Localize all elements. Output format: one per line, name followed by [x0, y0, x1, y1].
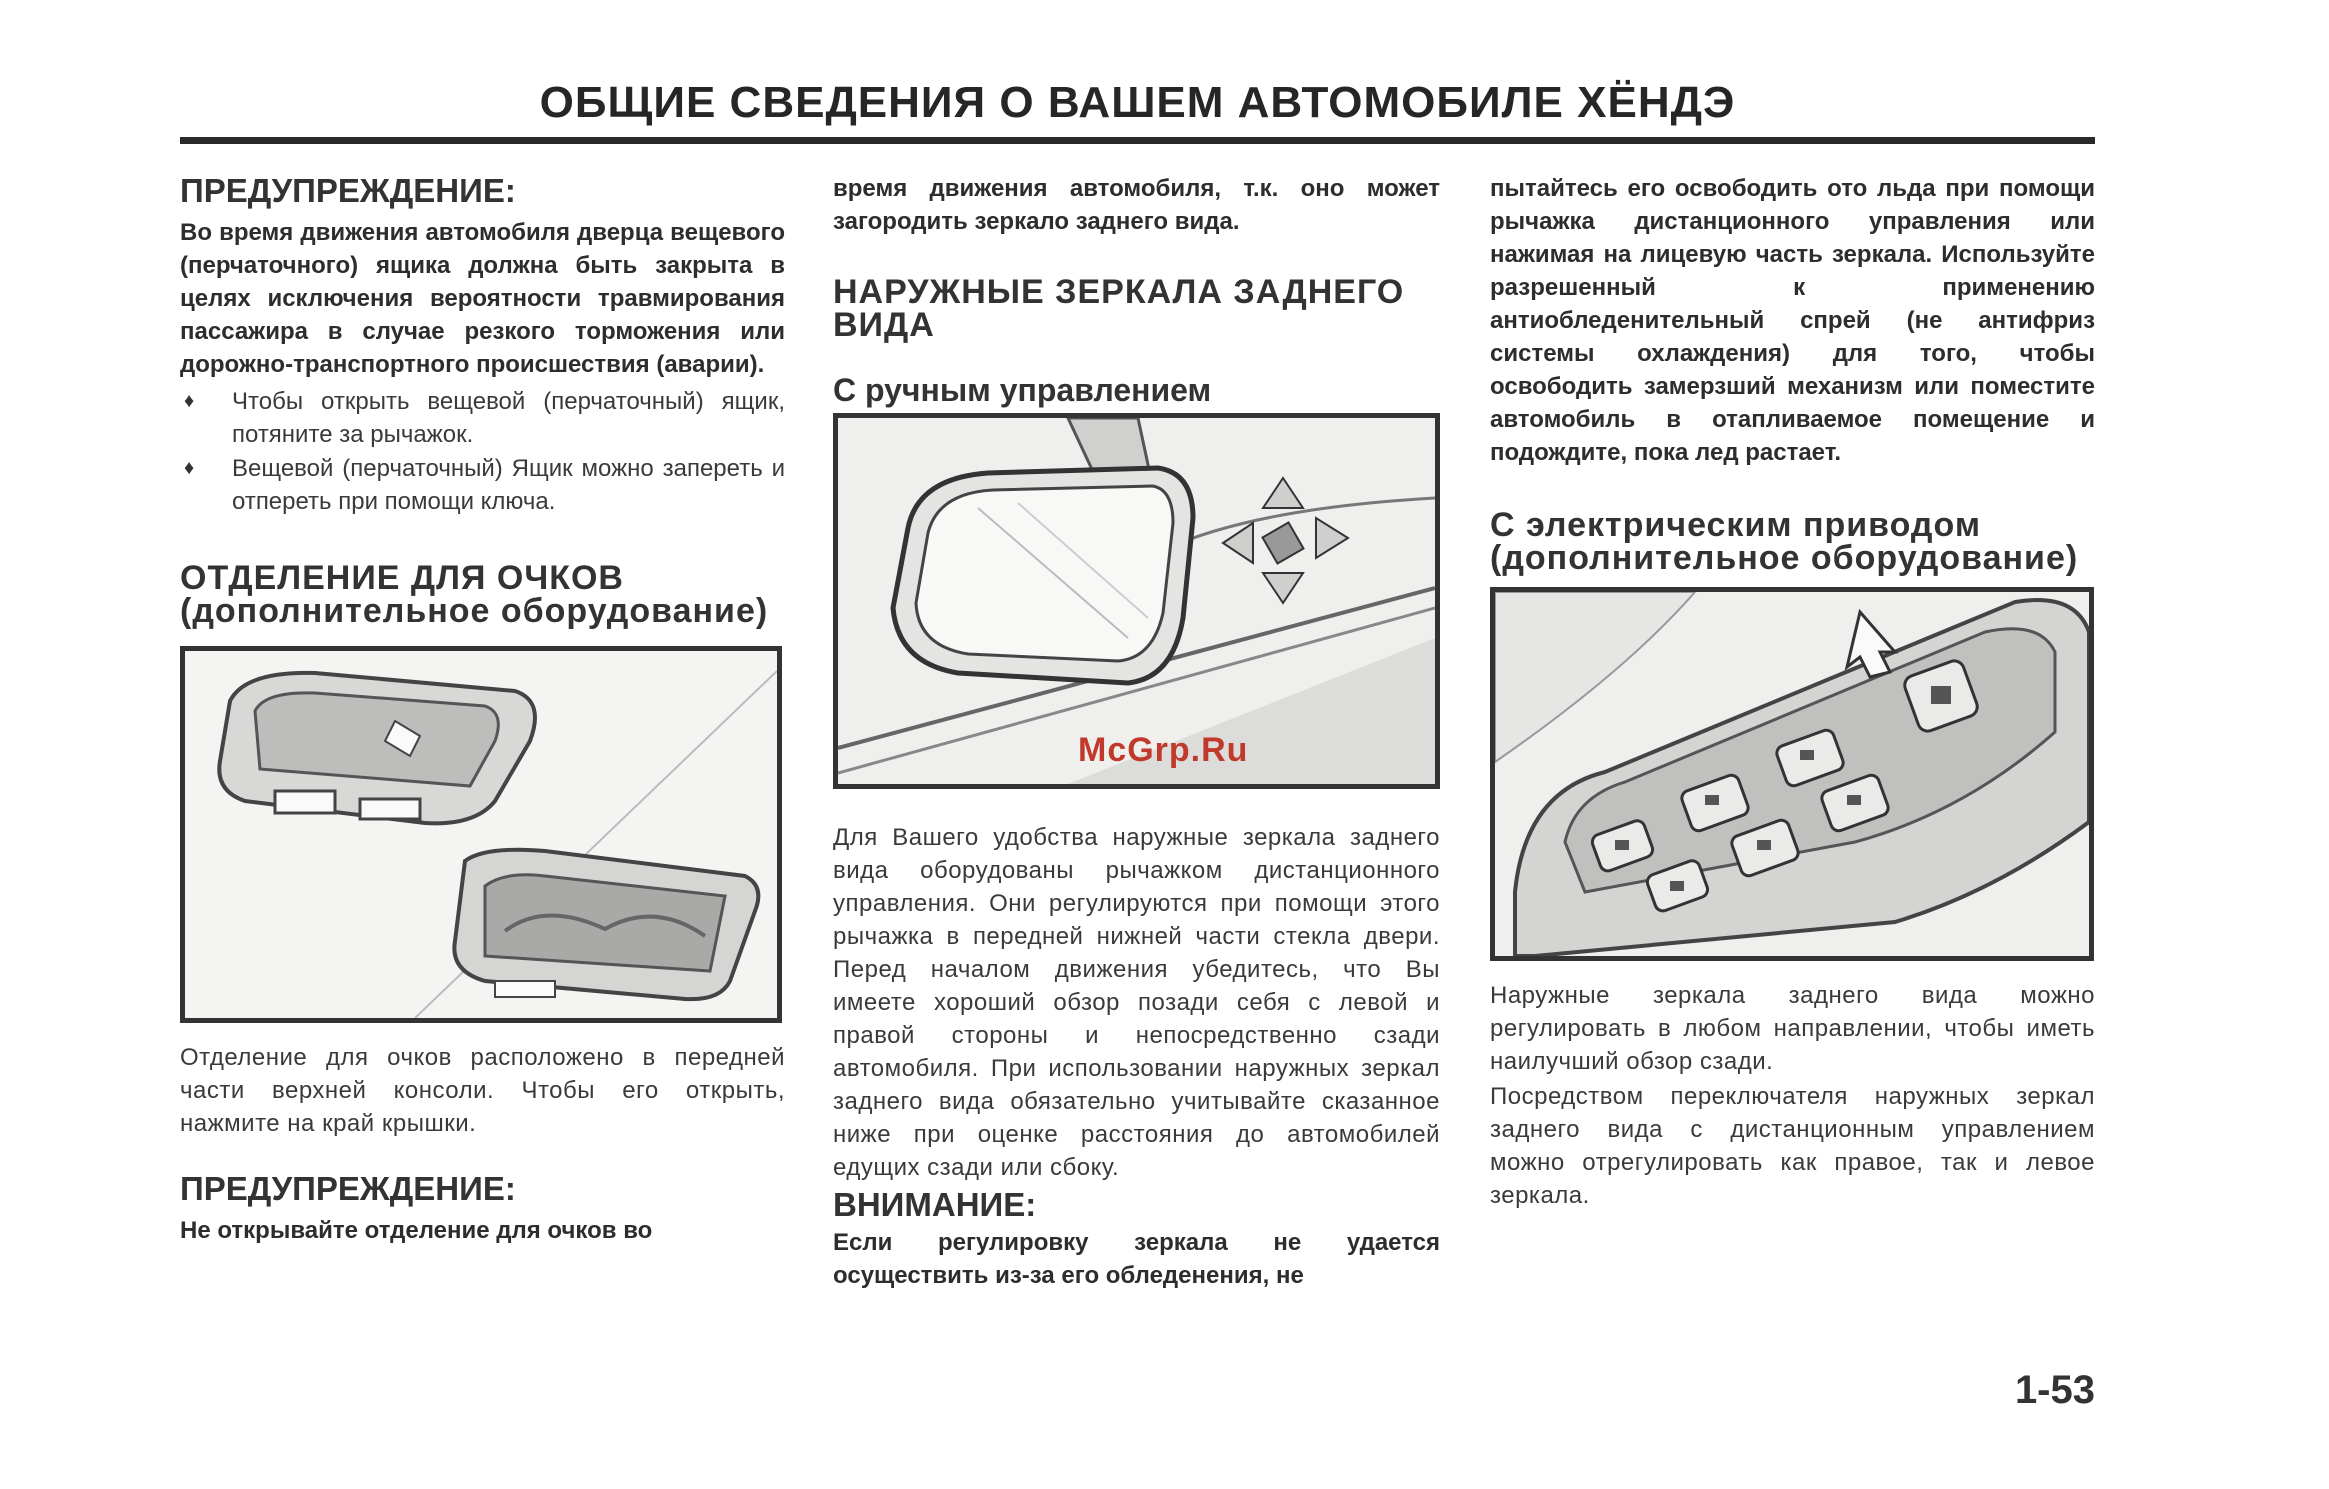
glasses-holder-illustration [185, 651, 777, 1018]
bullet-item [180, 385, 785, 451]
electric-description-2: Посредством переключателя наружных зеркал заднего вида с дистанционным управлением можно отрегулировать как правое, так и левое зеркала. [1490, 1083, 2095, 1209]
warning-text-1: Во время движения автомобиля дверца вещевого (перчаточного) ящика должна быть закрыта в целях исключения вероятности травмирования пассажира в случае резкого торможения или дорожно-транспортного происшествия (аварии). [180, 219, 785, 378]
page-number: 1-53 [2014, 1368, 2095, 1412]
mirrors-section-title: НАРУЖНЫЕ ЗЕРКАЛА ЗАДНЕГО ВИДА [833, 273, 1405, 344]
glasses-section-title: ОТДЕЛЕНИЕ ДЛЯ ОЧКОВ (дополнительное оборудование) [180, 559, 769, 630]
title-rule [180, 137, 2095, 144]
diamond-bullet-icon: ♦ [184, 390, 195, 412]
electric-switch-illustration [1495, 592, 2089, 956]
manual-description: Для Вашего удобства наружные зеркала заднего вида оборудованы рычажком дистанционного управления. Они регулируются при помощи этого рычажка в передней нижней части стекла двери. Перед началом движения убедитесь, что Вы имеете хороший обзор позади себя с левой и правой стороны и непосредственно сзади автомобиля. При использовании наружных зеркал заднего вида обязательно учитывайте сказанное ниже при оценке расстояния до автомобилей едущих сзади или сбоку. [833, 824, 1440, 1181]
column-left [180, 172, 785, 1247]
page-title: ОБЩИЕ СВЕДЕНИЯ О ВАШЕМ АВТОМОБИЛЕ ХЁНДЭ [539, 78, 1736, 127]
bullet-item [180, 452, 785, 518]
warning-title-1: ПРЕДУПРЕЖДЕНИЕ: [180, 172, 516, 209]
warning-text-2: Не открывайте отделение для очков во [180, 1217, 653, 1244]
electric-description-1: Наружные зеркала заднего вида можно регулировать в любом направлении, чтобы иметь наилучший обзор сзади. [1490, 982, 2095, 1075]
electric-mirror-figure [1490, 587, 2094, 961]
caution-title: ВНИМАНИЕ: [833, 1186, 1037, 1223]
glovebox-bullets [180, 385, 785, 518]
glasses-holder-figure [180, 646, 782, 1023]
bullet-text: Чтобы открыть вещевой (перчаточный) ящик, потяните за рычажок. [232, 388, 785, 448]
warning-continuation: время движения автомобиля, т.к. оно может загородить зеркало заднего вида. [833, 175, 1440, 235]
watermark: McGrp.Ru [1078, 731, 1249, 769]
warning-title-2: ПРЕДУПРЕЖДЕНИЕ: [180, 1170, 516, 1207]
diamond-bullet-icon: ♦ [184, 457, 195, 479]
glasses-description: Отделение для очков расположено в передней части верхней консоли. Чтобы его открыть, нажмите на край крышки. [180, 1044, 785, 1137]
bullet-text: Вещевой (перчаточный) Ящик можно запереть и отпереть при помощи ключа. [232, 455, 785, 515]
caution-continuation: пытайтесь его освободить ото льда при помощи рычажка дистанционного управления или нажимая на лицевую часть зеркала. Используйте разрешенный к применению антиобледенительный спрей (не антифриз системы охлаждения) для того, чтобы освободить замерзший механизм или поместите автомобиль в отапливаемое помещение и подождите, пока лед растает. [1490, 175, 2095, 466]
manual-mirror-illustration [838, 418, 1435, 784]
caution-text: Если регулировку зеркала не удается осуществить из-за его обледенения, не [833, 1229, 1440, 1289]
electric-subtitle: С электрическим приводом (дополнительное оборудование) [1490, 506, 2079, 577]
manual-subtitle: С ручным управлением [833, 372, 1212, 408]
column-right [1490, 172, 2095, 1212]
